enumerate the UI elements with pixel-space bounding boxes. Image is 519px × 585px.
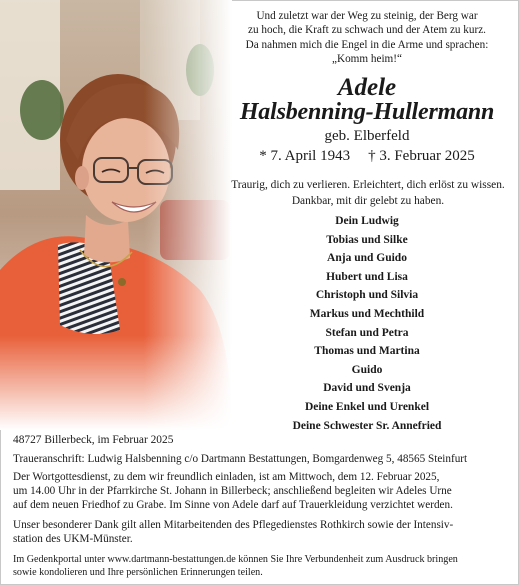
mourner: Anja und Guido xyxy=(327,252,407,265)
portal-line: Im Gedenkportal unter www.dartmann-bestattungen.de können Sie Ihre Verbundenheit zum Ausdruck bringen xyxy=(13,554,458,565)
poem-line: zu hoch, die Kraft zu schwach und der Atem zu kurz. xyxy=(248,24,486,37)
mourner: Deine Schwester Sr. Annefried xyxy=(292,419,442,432)
mourner: Guido xyxy=(351,363,383,376)
birth-date: * 7. April 1943 xyxy=(259,148,351,164)
mourner: Hubert und Lisa xyxy=(326,270,408,283)
service-line: Der Wortgottesdienst, zu dem wir freundlich einladen, ist am Mittwoch, dem 12. Februar 2025, xyxy=(13,471,440,483)
mourning-address xyxy=(13,452,507,466)
farewell-text xyxy=(222,178,514,209)
portal-line: sowie kondolieren und Ihre persönlichen Erinnerungen teilen. xyxy=(13,567,263,578)
maiden-name: geb. Elberfeld xyxy=(324,128,410,144)
mourner: Tobias und Silke xyxy=(326,233,408,246)
deceased-last-name: Halsbenning-Hullermann xyxy=(239,99,495,125)
mourner: David und Svenja xyxy=(323,382,411,395)
mourner: Stefan und Petra xyxy=(325,326,409,339)
poem-line: „Komm heim!“ xyxy=(332,52,402,65)
deceased-first-name: Adele xyxy=(337,74,397,101)
service-line: auf dem neuen Friedhof zu Grabe. Im Sinne von Adele darf auf Trauerkleidung verzichtet werden. xyxy=(13,499,453,512)
thanks-text xyxy=(13,518,507,546)
place-date: 48727 Billerbeck, im Februar 2025 xyxy=(13,434,174,446)
mourner: Christoph und Silvia xyxy=(315,289,419,302)
service-info xyxy=(13,470,507,513)
poem xyxy=(222,9,512,66)
mourner: Dein Ludwig xyxy=(335,215,399,227)
service-line: um 14.00 Uhr in der Pfarrkirche St. Johann in Billerbeck; anschließend begleiten wir Adeles Urne xyxy=(13,485,452,498)
farewell-line: Traurig, dich zu verlieren. Erleichtert, dich erlöst zu wissen. xyxy=(231,179,505,191)
farewell-line: Dankbar, mit dir gelebt zu haben. xyxy=(291,194,445,207)
death-date: † 3. Februar 2025 xyxy=(368,148,475,164)
thanks-line: Unser besonderer Dank gilt allen Mitarbeitenden des Pflegedienstes Rothkirch sowie der Intensiv- xyxy=(13,519,454,531)
portrait-photo xyxy=(0,0,232,430)
mourner: Thomas und Martina xyxy=(314,345,420,358)
mourner: Markus und Mechthild xyxy=(309,307,425,320)
mourner: Deine Enkel und Urenkel xyxy=(304,400,430,413)
life-dates xyxy=(222,147,512,166)
mourners-list xyxy=(222,212,512,435)
poem-line: Und zuletzt war der Weg zu steinig, der Berg war xyxy=(256,10,478,22)
poem-line: Da nahmen mich die Engel in die Arme und sprachen: xyxy=(245,38,489,51)
memorial-portal-note xyxy=(13,553,507,579)
thanks-line: station des UKM-Münster. xyxy=(13,533,133,546)
address-line: Traueranschrift: Ludwig Halsbenning c/o Dartmann Bestattungen, Bomgardenweg 5, 48565 Steinfurt xyxy=(13,453,468,465)
